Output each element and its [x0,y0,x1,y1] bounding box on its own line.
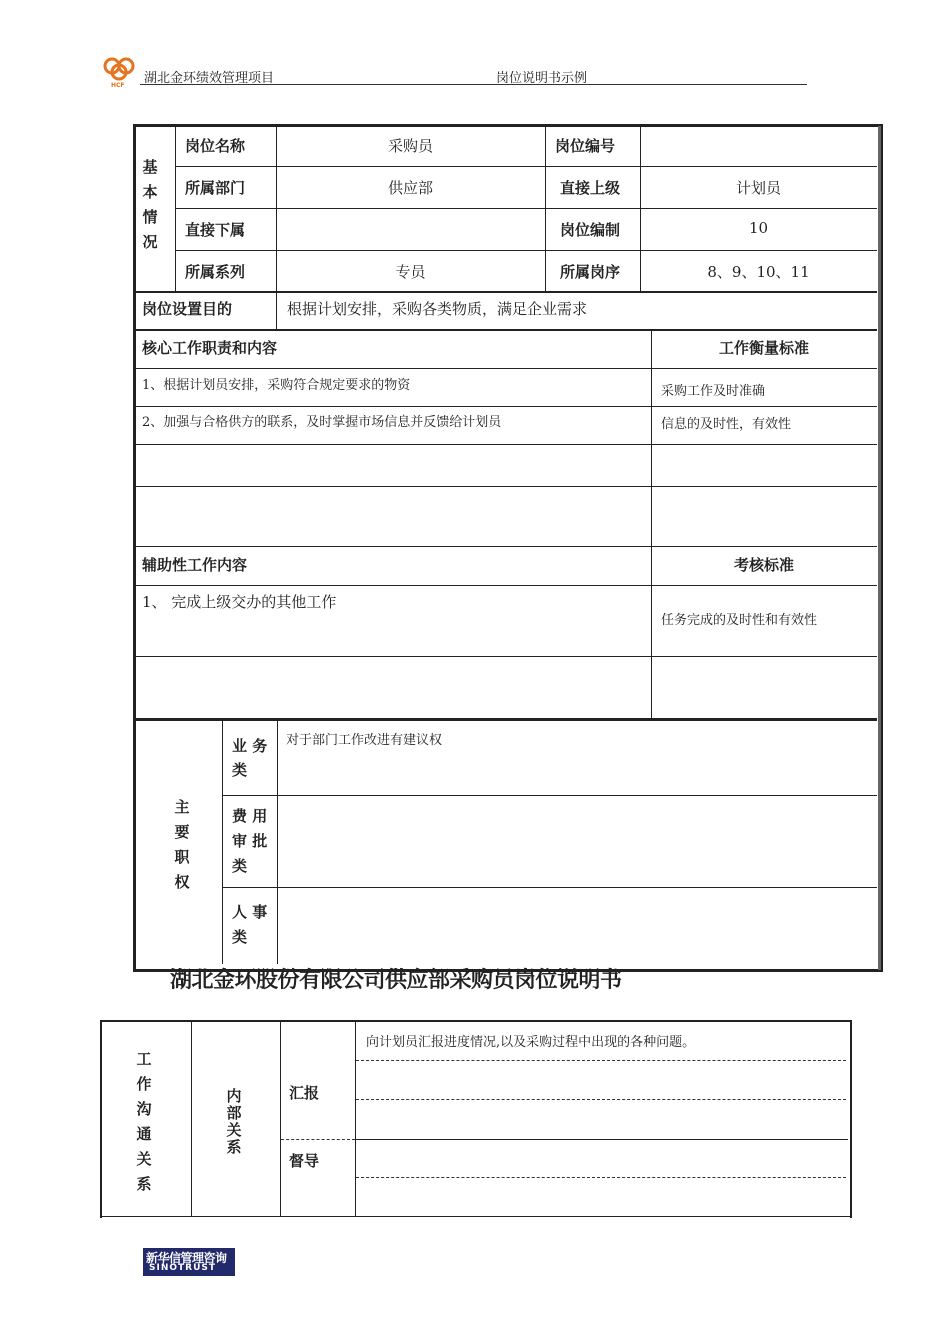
authority-category-personnel: 人 事 类 [232,903,268,946]
sinotrust-logo-cn: 新华信管理咨询 [146,1251,227,1265]
core-duty-2: 2、加强与合格供方的联系，及时掌握市场信息并反馈给计划员 [142,415,502,430]
hcf-logo-icon [100,55,140,89]
department-label: 所属部门 [185,179,246,197]
document-title: 湖北金环股份有限公司供应部采购员岗位说明书 [170,968,622,993]
header-divider [140,84,807,85]
series-label: 所属系列 [185,263,246,281]
report-label: 汇报 [289,1084,320,1102]
communication-label: 工 作 沟 通 关 系 [136,1050,152,1193]
position-name-value: 采购员 [387,137,433,155]
header-project: 湖北金环绩效管理项目 [144,71,275,86]
authority-category-business: 业 务 类 [232,737,268,779]
headcount-value: 10 [748,219,769,237]
internal-relation-label: 内 部 关 系 [226,1087,242,1156]
department-value: 供应部 [387,179,433,197]
position-code-label: 岗位编号 [555,137,616,155]
aux-header: 辅助性工作内容 [142,556,248,574]
purpose-label: 岗位设置目的 [142,300,233,318]
core-header: 核心工作职责和内容 [142,339,278,357]
superior-value: 计划员 [735,179,781,197]
subordinate-label: 直接下属 [185,221,246,239]
superior-label: 直接上级 [560,179,621,197]
rank-label: 所属岗序 [560,263,621,281]
aux-standard-1: 任务完成的及时性和有效性 [661,613,818,628]
authority-label: 主 要 职 权 [174,798,190,891]
rank-value: 8、9、10、11 [707,263,810,281]
core-standard-header: 工作衡量标准 [718,339,809,357]
header-doc-type: 岗位说明书示例 [496,71,588,86]
authority-category-expense: 费 用 审 批 类 [232,807,268,875]
svg-text:HCF: HCF [111,82,125,89]
position-name-label: 岗位名称 [185,137,246,155]
supervise-label: 督导 [289,1152,320,1170]
aux-standard-header: 考核标准 [733,556,794,574]
headcount-label: 岗位编制 [560,221,621,239]
sinotrust-logo [143,1248,235,1276]
purpose-text: 根据计划安排，采购各类物质，满足企业需求 [287,300,588,318]
core-standard-2: 信息的及时性，有效性 [661,417,792,432]
aux-duty-1: 1、 完成上级交办的其他工作 [142,593,337,611]
sinotrust-logo-en: SINOTRUST [149,1263,217,1273]
report-text: 向计划员汇报进度情况,以及采购过程中出现的各种问题。 [366,1035,696,1050]
core-duty-1: 1、根据计划员安排，采购符合规定要求的物资 [142,378,411,393]
core-standard-1: 采购工作及时准确 [661,384,766,399]
series-value: 专员 [395,263,426,281]
basic-section-label: 基 本 情 况 [142,158,158,251]
authority-content-business: 对于部门工作改进有建议权 [286,733,443,748]
